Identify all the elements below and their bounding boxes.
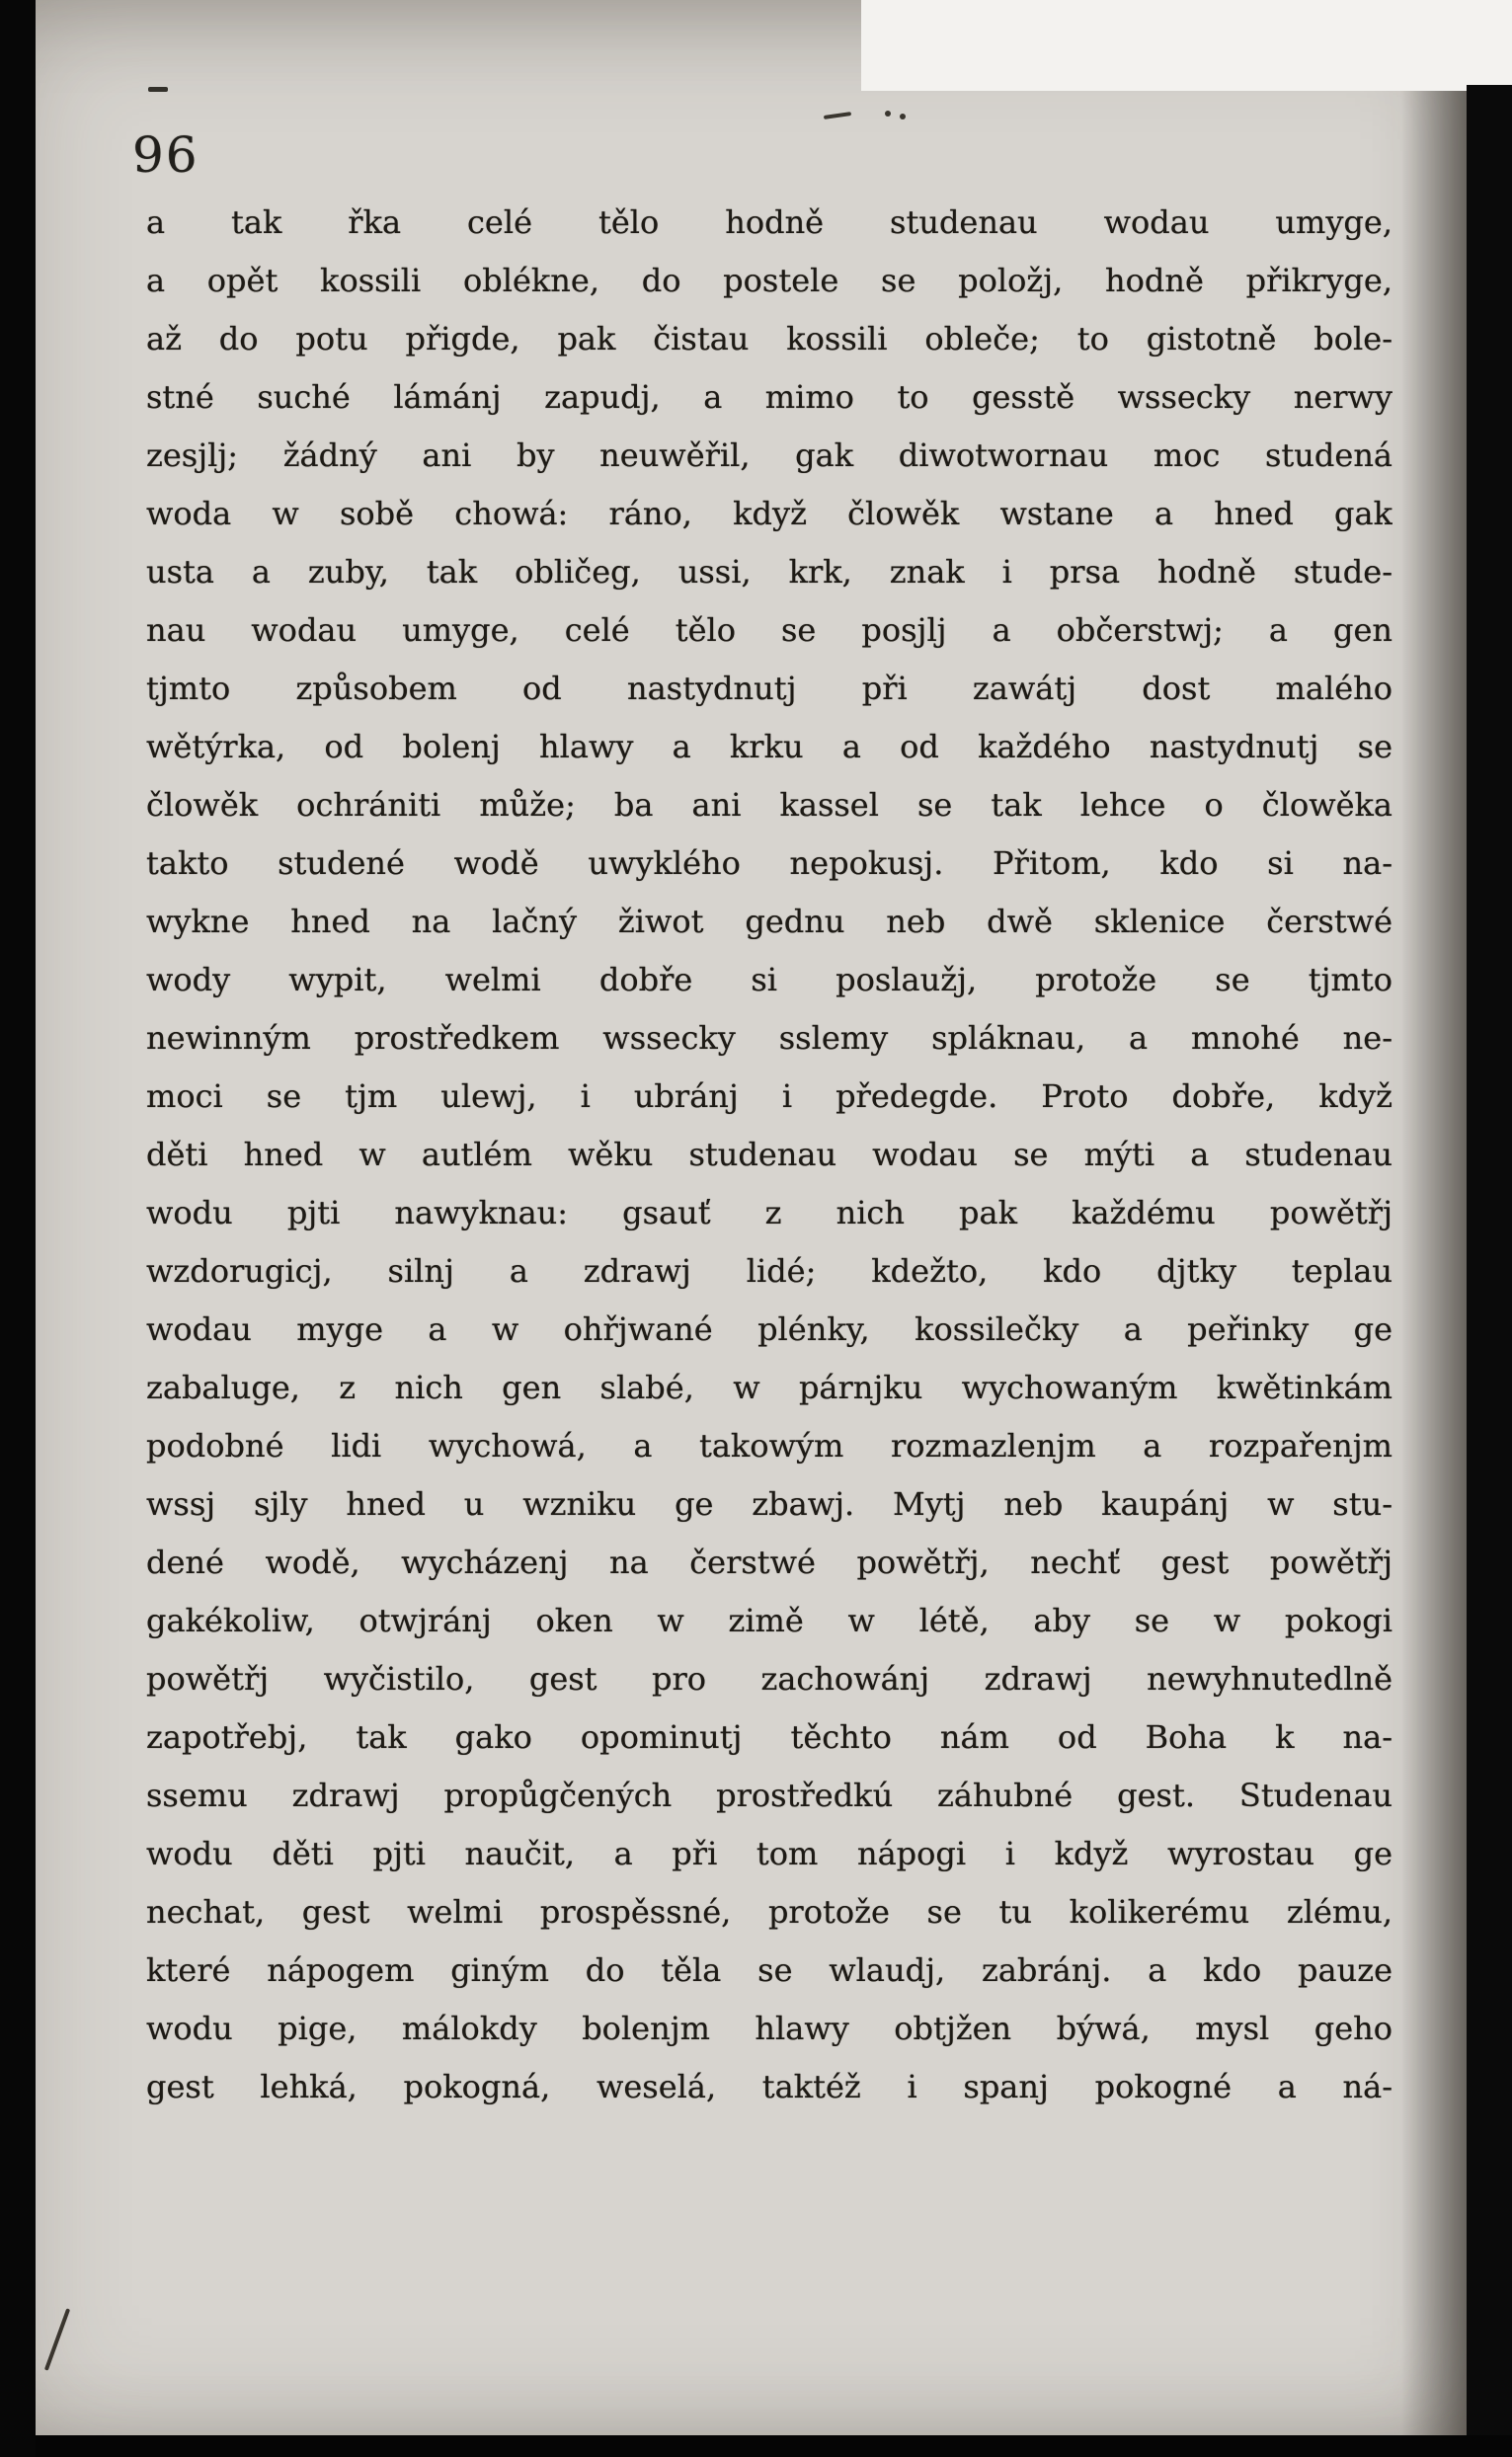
text-line: wodu pige, málokdy bolenjm hlawy obtjžen býwá, mysl geho — [146, 2010, 1393, 2047]
text-line: dené wodě, wycházenj na čerstwé powětřj, nechť gest powětřj — [146, 1544, 1393, 1581]
text-line: ssemu zdrawj propůgčených prostředkú záhubné gest. Studenau — [146, 1777, 1393, 1814]
body-text — [146, 194, 1393, 2116]
text-line: gakékoliw, otwjránj oken w zimě w létě, aby se w pokogi — [146, 1602, 1393, 1639]
text-line: podobné lidi wychowá, a takowým rozmazlenjm a rozpařenjm — [146, 1427, 1393, 1465]
text-line: tjmto způsobem od nastydnutj při zawátj dost malého — [146, 670, 1393, 707]
text-line: nau wodau umyge, celé tělo se posjlj a občerstwj; a gen — [146, 611, 1393, 649]
text-line: moci se tjm ulewj, i ubránj i předegde. Proto dobře, když — [146, 1077, 1393, 1115]
scan-edge-bottom — [36, 2435, 1512, 2457]
text-line: které nápogem giným do těla se wlaudj, zabránj. a kdo pauze — [146, 1951, 1393, 1989]
text-line: člowěk ochrániti může; ba ani kassel se tak lehce o člowěka — [146, 786, 1393, 824]
text-line: wětýrka, od bolenj hlawy a krku a od každého nastydnutj se — [146, 728, 1393, 765]
page-gutter-shadow — [1401, 85, 1472, 2457]
text-line: takto studené wodě uwyklého nepokusj. Přitom, kdo si na- — [146, 844, 1393, 882]
ink-mark-squiggle — [824, 105, 899, 126]
text-line: wykne hned na lačný žiwot gednu neb dwě sklenice čerstwé — [146, 903, 1393, 940]
text-line: zesjlj; žádný ani by neuwěřil, gak diwotwornau moc studená — [146, 436, 1393, 474]
text-line: newinným prostředkem wssecky sslemy spláknau, a mnohé ne- — [146, 1019, 1393, 1057]
text-line: wzdorugicj, silnj a zdrawj lidé; kdežto, kdo djtky teplau — [146, 1252, 1393, 1290]
text-line: zabaluge, z nich gen slabé, w párnjku wychowaným kwětinkám — [146, 1369, 1393, 1406]
text-line: wodau myge a w ohřjwané plénky, kossilečky a peřinky ge — [146, 1310, 1393, 1348]
scan-edge-left — [0, 0, 36, 2457]
text-line: zapotřebj, tak gako opominutj těchto nám od Boha k na- — [146, 1718, 1393, 1756]
text-line: stné suché lámánj zapudj, a mimo to gesstě wssecky nerwy — [146, 378, 1393, 416]
page-number: 96 — [132, 126, 199, 184]
ink-mark-slash — [44, 2308, 70, 2370]
text-line: gest lehká, pokogná, weselá, taktéž i spanj pokogné a ná- — [146, 2068, 1393, 2105]
text-line: nechat, gest welmi prospěssné, protože se tu kolikerému zlému, — [146, 1893, 1393, 1931]
text-line: a opět kossili oblékne, do postele se položj, hodně přikryge, — [146, 262, 1393, 299]
text-line: woda w sobě chowá: ráno, když člowěk wstane a hned gak — [146, 495, 1393, 532]
text-line: wodu pjti nawyknau: gsauť z nich pak každému powětřj — [146, 1194, 1393, 1231]
text-line: wodu děti pjti naučit, a při tom nápogi i když wyrostau ge — [146, 1835, 1393, 1872]
ink-mark-dash — [148, 87, 168, 92]
scan-light-area — [861, 0, 1512, 91]
text-line: powětřj wyčistilo, gest pro zachowánj zdrawj newyhnutedlně — [146, 1660, 1393, 1698]
text-line: až do potu přigde, pak čistau kossili obleče; to gistotně bole- — [146, 320, 1393, 357]
text-line: wssj sjly hned u wzniku ge zbawj. Mytj neb kaupánj w stu- — [146, 1485, 1393, 1523]
text-line: usta a zuby, tak obličeg, ussi, krk, znak i prsa hodně stude- — [146, 553, 1393, 591]
text-line: děti hned w autlém wěku studenau wodau se mýti a studenau — [146, 1136, 1393, 1173]
text-line: a tak řka celé tělo hodně studenau wodau umyge, — [146, 203, 1393, 241]
text-line: wody wypit, welmi dobře si poslaužj, protože se tjmto — [146, 961, 1393, 998]
scan-edge-right — [1467, 85, 1512, 2457]
